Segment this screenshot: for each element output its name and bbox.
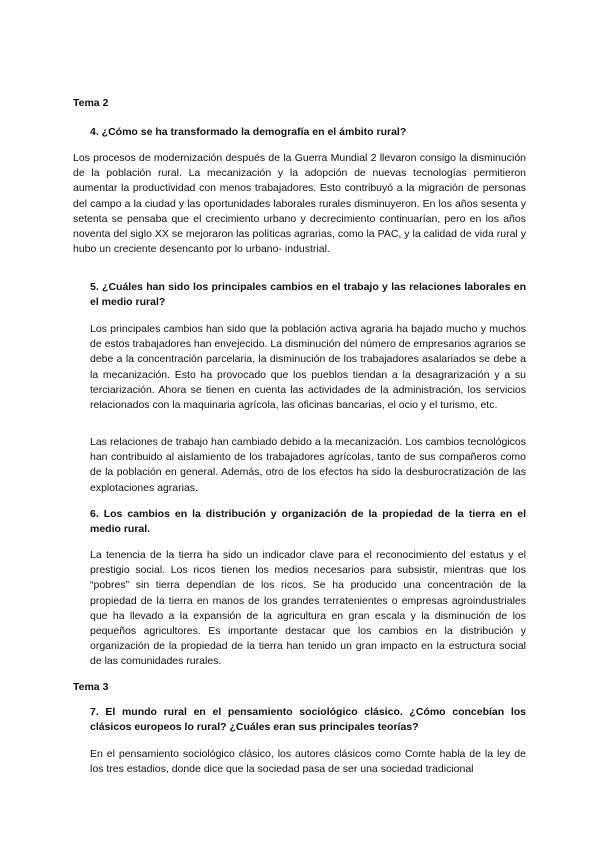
question-5-heading: 5. ¿Cuáles han sido los principales cambios en el trabajo y las relaciones laborales en el medio rural? [90, 281, 526, 308]
section-label-tema-2: Tema 2 [73, 97, 109, 109]
question-7-answer: En el pensamiento sociológico clásico, los autores clásicos como Comte habla de la ley de los tres estadios, donde dice que la sociedad pasa de ser una sociedad tradicional [90, 748, 526, 776]
question-5-answer-paragraph-2: Las relaciones de trabajo han cambiado debido a la mecanización. Los cambios tecnológicos han contribuido al aislamiento de los trabajadores agrícolas, tanto de sus compañeros como de la población en general. Además, otro de los efectos ha sido la desburocratización de las explotaciones agrarias. [90, 436, 526, 494]
question-6-heading: 6. Los cambios en la distribución y organización de la propiedad de la tierra en el medio rural. [90, 508, 526, 535]
question-4-heading: 4. ¿Cómo se ha transformado la demografía en el ámbito rural? [90, 126, 407, 138]
question-5-answer-paragraph-1: Los principales cambios han sido que la población activa agraria ha bajado mucho y muchos de estos trabajadores han envejecido. La disminución del número de empresarios agrarios se debe a la concentración parcelaria, la disminución de los trabajadores asalariados se debe a la mecanización. Esto ha provocado que los pueblos tiendan a la desagrarización y a su terciarización. Ahora se tienen en cuenta las actividades de la administración, los servicios relacionados con la maquinaria agrícola, las oficinas bancarias, el ocio y el turismo, etc. [90, 323, 527, 412]
question-6-answer: La tenencia de la tierra ha sido un indicador clave para el reconocimiento del estatus y el prestigio social. Los ricos tienen los medios necesarios para subsistir, mientras que los “pobres” sin tierra dependían de los ricos. Se ha producido una concentración de la propiedad de la tierra en manos de los grandes terratenientes o empresas agroindustriales que ha llevado a la expansión de la agricultura en gran escala y la disminución de los pequeños agricultores. Es importante destacar que los cambios en la distribución y organización de la propiedad de la tierra han tenido un gran impacto en la estructura social de las comunidades rurales. [90, 549, 526, 668]
question-7-heading: 7. El mundo rural en el pensamiento sociológico clásico. ¿Cómo concebían los clásicos europeos lo rural? ¿Cuáles eran sus principales teorías? [90, 706, 526, 733]
question-4-answer: Los procesos de modernización después de la Guerra Mundial 2 llevaron consigo la disminución de la población rural. La mecanización y la adopción de nuevas tecnologías permitieron aumentar la productividad con menos trabajadores. Esto contribuyó a la migración de personas del campo a la ciudad y las oportunidades laborales rurales disminuyeron. En los años sesenta y setenta se pensaba que el crecimiento urbano y decrecimiento continuarían, pero en los años noventa del siglo XX se mejoraron las políticas agrarias, como la PAC, y la calidad de vida rural y hubo un creciente desencanto por lo urbano- industrial. [73, 152, 526, 256]
section-label-tema-3: Tema 3 [73, 681, 109, 693]
